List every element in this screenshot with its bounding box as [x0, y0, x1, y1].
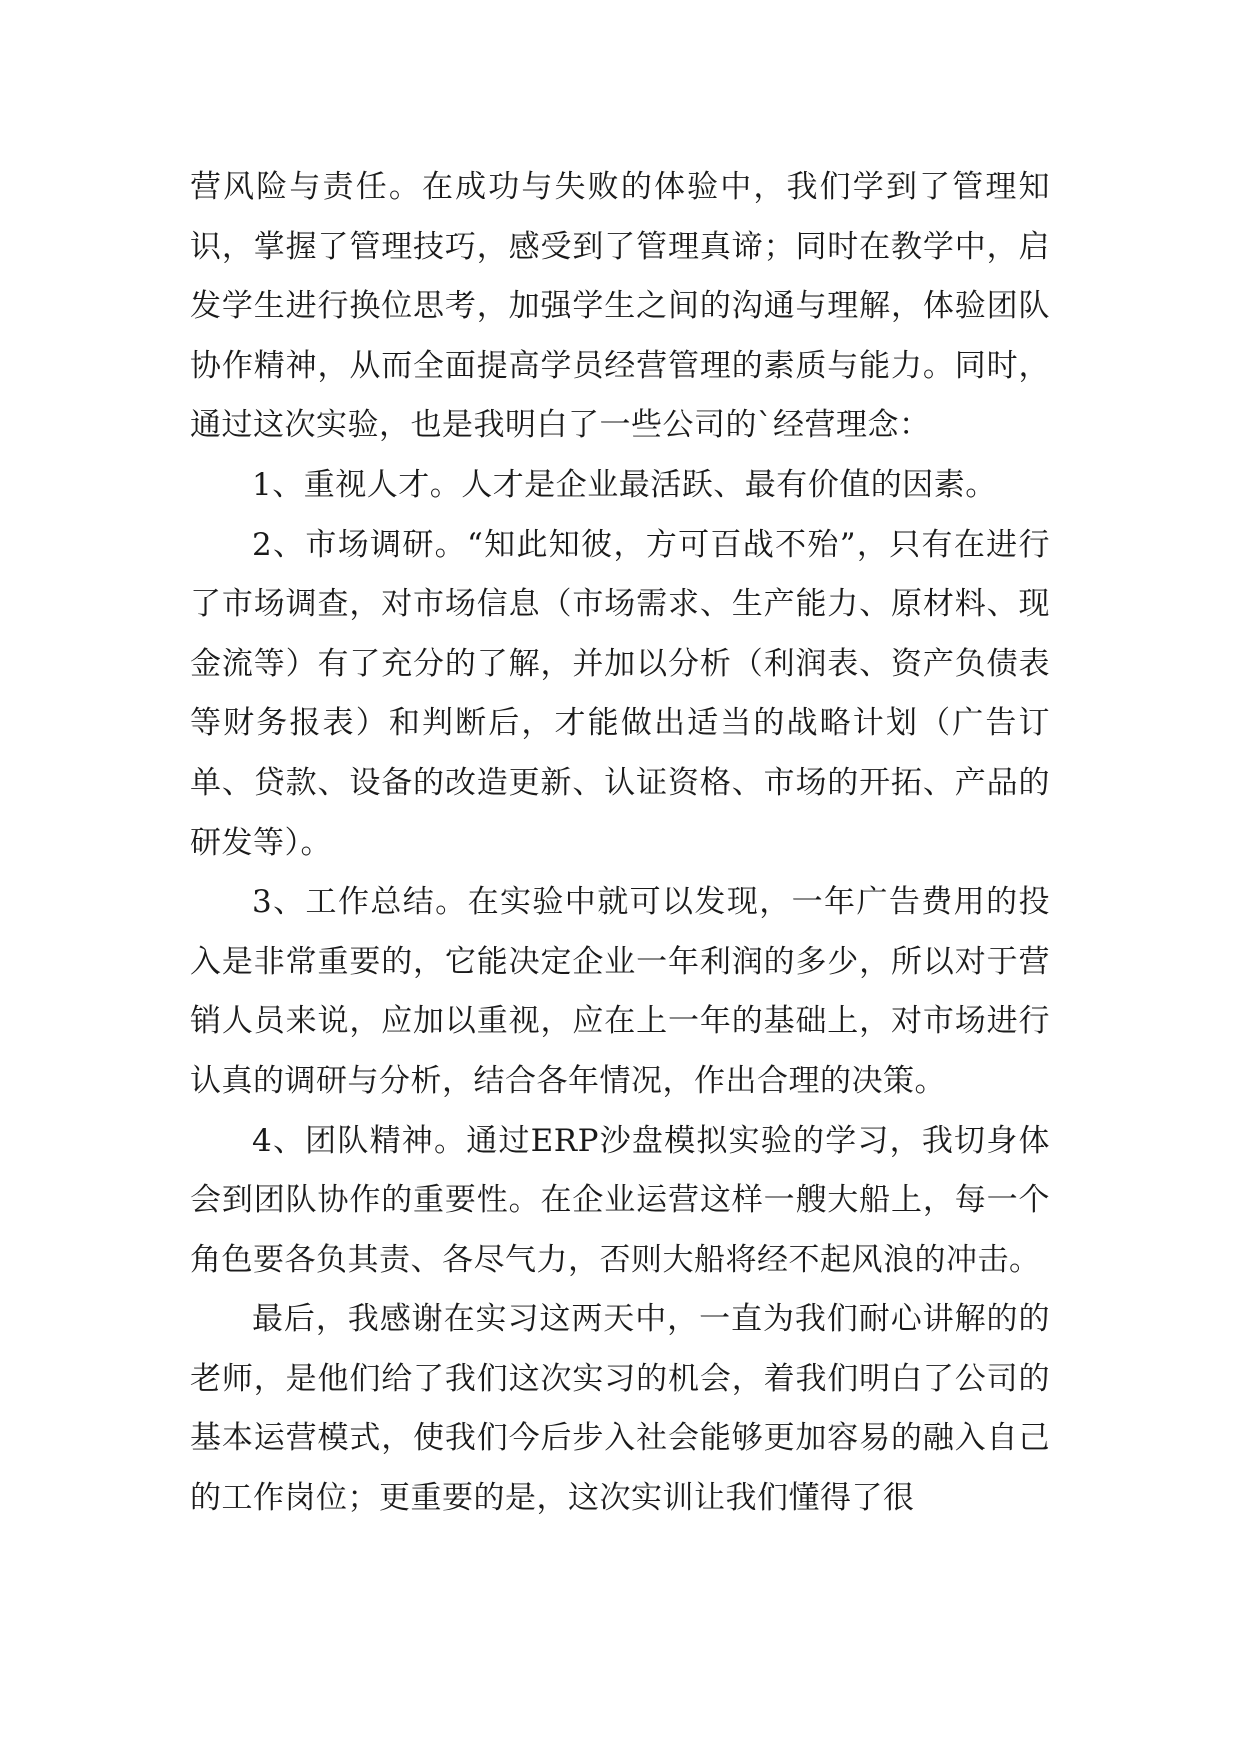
paragraph-point-1: 1、重视人才。人才是企业最活跃、最有价值的因素。: [252, 466, 997, 503]
paragraph-intro: 营风险与责任。在成功与失败的体验中，我们学到了管理知识，掌握了管理技巧，感受到了管理真谛；同时在教学中，启发学生进行换位思考，加强学生之间的沟通与理解，体验团队协作精神，从而全面提高学员经营管理的素质与能力。同时，通过这次实验，也是我明白了一些公司的`经营理念：: [190, 169, 1050, 444]
paragraph-closing: 最后，我感谢在实习这两天中，一直为我们耐心讲解的的老师，是他们给了我们这次实习的机会，着我们明白了公司的基本运营模式，使我们今后步入社会能够更加容易的融入自己的工作岗位；更重要的是，这次实训让我们懂得了很: [190, 1301, 1050, 1517]
document-page: [190, 158, 1050, 1529]
paragraph-point-2: 2、市场调研。“知此知彼，方可百战不殆”，只有在进行了市场调查，对市场信息（市场需求、生产能力、原材料、现金流等）有了充分的了解，并加以分析（利润表、资产负债表等财务报表）和判断后，才能做出适当的战略计划（广告订单、贷款、设备的改造更新、认证资格、市场的开拓、产品的研发等）。: [190, 526, 1050, 861]
paragraph-point-4: 4、团队精神。通过ERP沙盘模拟实验的学习，我切身体会到团队协作的重要性。在企业运营这样一艘大船上，每一个角色要各负其责、各尽气力，否则大船将经不起风浪的冲击。: [190, 1122, 1050, 1278]
paragraph-point-3: 3、工作总结。在实验中就可以发现，一年广告费用的投入是非常重要的，它能决定企业一年利润的多少，所以对于营销人员来说，应加以重视，应在上一年的基础上，对市场进行认真的调研与分析，结合各年情况，作出合理的决策。: [190, 884, 1050, 1099]
